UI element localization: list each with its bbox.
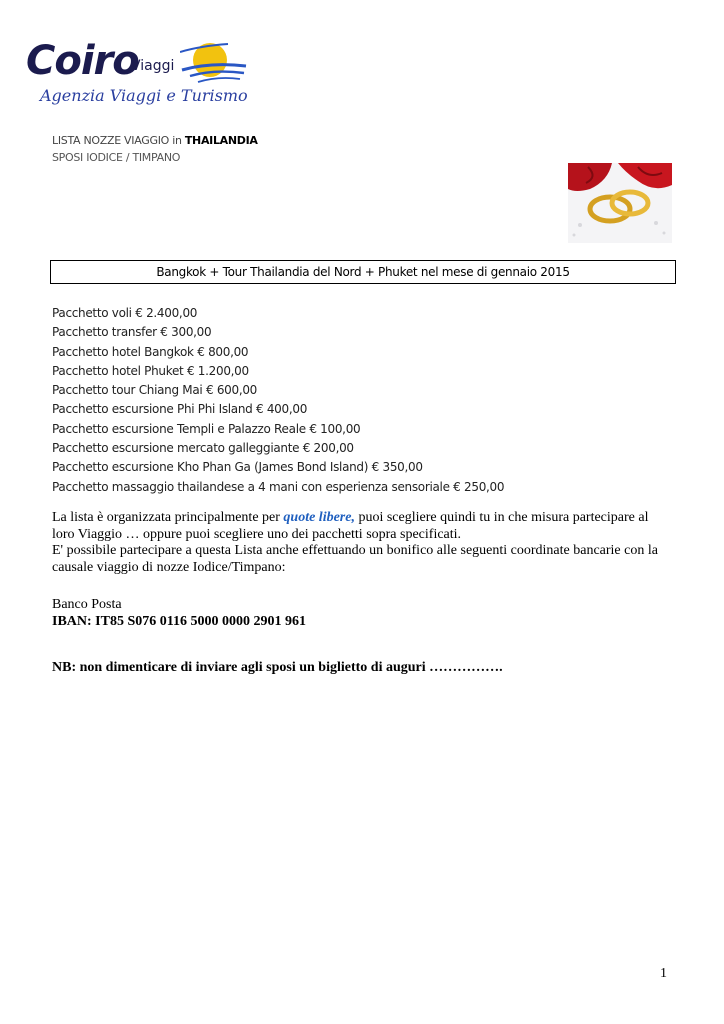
list-heading — [52, 134, 258, 147]
logo-tagline: Agenzia Viaggi e Turismo — [40, 86, 248, 105]
list-heading-prefix: LISTA NOZZE VIAGGIO in — [52, 134, 185, 147]
page-number: 1 — [660, 966, 667, 981]
list-heading-country: THAILANDIA — [184, 134, 258, 147]
package-item: Pacchetto transfer € 300,00 — [52, 325, 212, 340]
package-item: Pacchetto escursione Phi Phi Island € 400,00 — [52, 402, 308, 417]
bank-details — [52, 596, 306, 630]
logo-brand: Coiro — [26, 38, 139, 84]
description-text — [52, 510, 672, 576]
wedding-rings-image — [568, 163, 672, 243]
bank-name: Banco Posta — [52, 597, 122, 612]
description-part-b: puoi scegliere quindi tu in che misura partecipare al loro Viaggio … oppure puoi scegliere uno dei pacchetti sopra specificati. — [52, 510, 649, 542]
quote-libere: quote libere, — [283, 510, 355, 525]
package-item: Pacchetto massaggio thailandese a 4 mani con esperienza sensoriale € 250,00 — [52, 479, 505, 494]
couple-names: SPOSI IODICE / TIMPANO — [52, 151, 181, 164]
package-item: Pacchetto voli € 2.400,00 — [52, 306, 198, 320]
greeting-card-note: NB: non dimenticare di inviare agli sposi un biglietto di auguri ……………. — [52, 660, 503, 675]
description-part-a: La lista è organizzata principalmente per — [52, 510, 284, 525]
sun-icon — [180, 40, 248, 88]
trip-title: Bangkok + Tour Thailandia del Nord + Phuket nel mese di gennaio 2015 — [50, 260, 676, 284]
iban: IBAN: IT85 S076 0116 5000 0000 2901 961 — [52, 614, 306, 629]
logo-sub: Viaggi — [131, 58, 175, 74]
package-item: Pacchetto escursione Kho Phan Ga (James Bond Island) € 350,00 — [52, 460, 423, 475]
package-item: Pacchetto hotel Bangkok € 800,00 — [52, 344, 249, 359]
bank-transfer-text: E' possibile partecipare a questa Lista anche effettuando un bonifico alle seguenti coordinate bancarie con la causale viaggio di nozze Iodice/Timpano: — [52, 543, 658, 575]
package-item: Pacchetto escursione mercato galleggiante € 200,00 — [52, 441, 354, 456]
package-item: Pacchetto hotel Phuket € 1.200,00 — [52, 363, 249, 378]
package-item: Pacchetto tour Chiang Mai € 600,00 — [52, 383, 258, 398]
package-item: Pacchetto escursione Templi e Palazzo Reale € 100,00 — [52, 421, 361, 436]
agency-logo — [22, 36, 247, 114]
package-list — [52, 304, 504, 497]
